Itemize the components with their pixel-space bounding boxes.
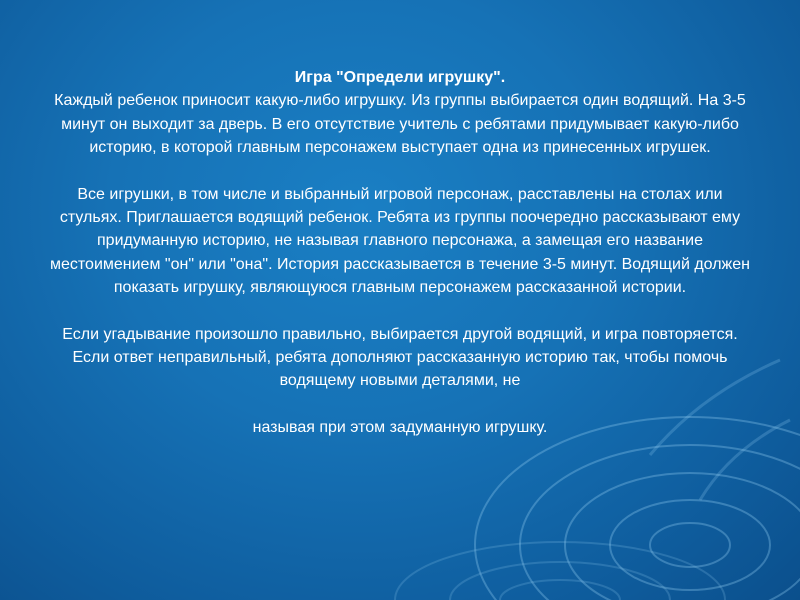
paragraph-rules-outcome-end: называя при этом задуманную игрушку. [252,418,548,436]
slide-text-block [50,66,750,439]
paragraph-spacer [50,300,750,323]
paragraph-rules-intro: Каждый ребенок приносит какую-либо игрушку. Из группы выбирается один водящий. На 3-5 минут он выходит за дверь. В его отсутствие учитель с ребятами придумывает какую-либо историю, в которой главным персонажем выступает одна из принесенных игрушек. [54,92,746,157]
paragraph-rules-game: Все игрушки, в том числе и выбранный игровой персонаж, расставлены на столах или стульях. Приглашается водящий ребенок. Ребята из группы поочередно рассказывают ему придуманную историю, не называя главного персонажа, а замещая его название местоимением "он" или "она". История рассказывается в течение 3-5 минут. Водящий должен показать игрушку, являющуюся главным персонажем рассказанной истории. [50,185,750,297]
paragraph-spacer [50,160,750,183]
slide-title: Игра "Определи игрушку". [294,69,506,86]
paragraph-rules-outcome: Если угадывание произошло правильно, выбирается другой водящий, и игра повторяется. Если ответ неправильный, ребята дополняют рассказанную историю так, чтобы помочь водящему новыми деталями, не [62,325,738,390]
